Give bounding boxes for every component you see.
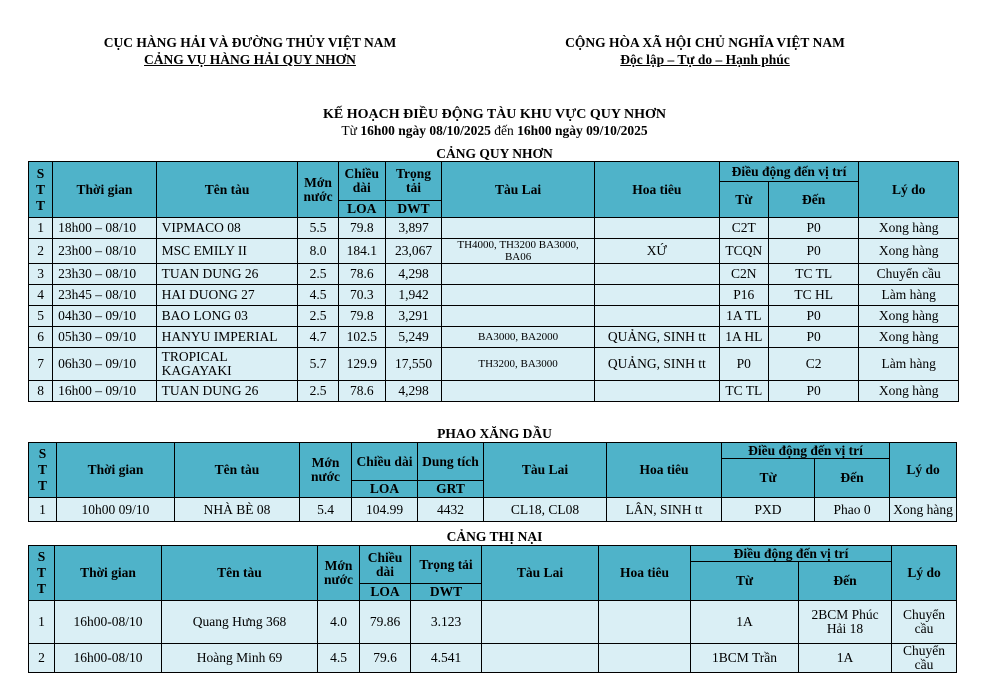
cell-draft: 5.4 (300, 498, 352, 522)
cell-draft: 5.7 (298, 348, 338, 381)
table-row (29, 218, 959, 239)
subtitle-from: Từ (341, 123, 361, 138)
cell-dwt: 4,298 (385, 381, 441, 402)
col-pilot: Hoa tiêu (599, 546, 691, 601)
table-row (29, 644, 957, 673)
cell-pilot (594, 285, 719, 306)
cell-from: P0 (719, 348, 768, 381)
cell-to: P0 (768, 239, 859, 264)
national-header (515, 34, 895, 68)
col-stt: S T T (29, 546, 55, 601)
cell-dwt: 4,298 (385, 264, 441, 285)
col-length: Chiều dài (352, 443, 418, 481)
col-grt: GRT (418, 481, 484, 498)
cell-ship: VIPMACO 08 (156, 218, 298, 239)
cell-stt: 4 (29, 285, 53, 306)
cell-draft: 5.5 (298, 218, 338, 239)
col-pilot: Hoa tiêu (607, 443, 722, 498)
cell-draft: 8.0 (298, 239, 338, 264)
cell-tug: TH4000, TH3200 BA3000, BA06 (442, 239, 595, 264)
table-quy-nhon-body (29, 218, 959, 402)
cell-loa: 78.6 (338, 264, 385, 285)
cell-tug (442, 381, 595, 402)
issuer-name: CỤC HÀNG HẢI VÀ ĐƯỜNG THỦY VIỆT NAM (103, 35, 397, 50)
col-loa: LOA (360, 584, 411, 601)
cell-time: 06h30 – 09/10 (53, 348, 157, 381)
cell-tug: CL18, CL08 (484, 498, 607, 522)
cell-draft: 2.5 (298, 264, 338, 285)
cell-dwt: 3,291 (385, 306, 441, 327)
cell-stt: 8 (29, 381, 53, 402)
national-motto: Độc lập – Tự do – Hạnh phúc (620, 52, 790, 67)
col-move: Điều động đến vị trí (722, 443, 890, 459)
cell-pilot (599, 644, 691, 673)
table-phao-body (29, 498, 957, 522)
cell-reason: Xong hàng (859, 381, 959, 402)
cell-time: 23h30 – 08/10 (53, 264, 157, 285)
cell-ship: Quang Hưng 368 (162, 601, 318, 644)
cell-time: 18h00 – 08/10 (53, 218, 157, 239)
col-dwt: DWT (385, 201, 441, 218)
cell-loa: 104.99 (352, 498, 418, 522)
col-from: Từ (722, 459, 815, 498)
col-draft: Mớn nước (298, 162, 338, 218)
cell-time: 23h00 – 08/10 (53, 239, 157, 264)
cell-pilot: XỨ (594, 239, 719, 264)
table-row (29, 306, 959, 327)
cell-time: 10h00 09/10 (57, 498, 175, 522)
section-title-phao: PHAO XĂNG DẦU (437, 426, 552, 441)
cell-ship: Hoàng Minh 69 (162, 644, 318, 673)
cell-pilot (594, 306, 719, 327)
col-draft: Mớn nước (300, 443, 352, 498)
cell-reason: Chuyển cầu (892, 644, 957, 673)
cell-loa: 70.3 (338, 285, 385, 306)
cell-reason: Làm hàng (859, 348, 959, 381)
table-quy-nhon (28, 161, 959, 402)
cell-tug: TH3200, BA3000 (442, 348, 595, 381)
table-row (29, 348, 959, 381)
cell-to: P0 (768, 327, 859, 348)
issuer-header (60, 34, 440, 68)
cell-draft: 4.7 (298, 327, 338, 348)
cell-from: C2T (719, 218, 768, 239)
col-reason: Lý do (890, 443, 957, 498)
col-from: Từ (691, 562, 799, 601)
cell-reason: Chuyển cầu (859, 264, 959, 285)
cell-draft: 4.0 (318, 601, 360, 644)
col-tug: Tàu Lai (442, 162, 595, 218)
table-thi-nai (28, 545, 957, 673)
col-from: Từ (719, 182, 768, 218)
cell-dwt: 4.541 (411, 644, 482, 673)
col-tug: Tàu Lai (482, 546, 599, 601)
cell-reason: Xong hàng (890, 498, 957, 522)
cell-from: TC TL (719, 381, 768, 402)
cell-pilot: QUẢNG, SINH tt (594, 348, 719, 381)
cell-time: 05h30 – 09/10 (53, 327, 157, 348)
cell-from: C2N (719, 264, 768, 285)
col-reason: Lý do (892, 546, 957, 601)
table-row (29, 239, 959, 264)
cell-ship: HAI DUONG 27 (156, 285, 298, 306)
cell-grt: 4432 (418, 498, 484, 522)
cell-ship: TUAN DUNG 26 (156, 264, 298, 285)
cell-stt: 2 (29, 239, 53, 264)
table-row (29, 285, 959, 306)
cell-to: P0 (768, 218, 859, 239)
cell-draft: 4.5 (318, 644, 360, 673)
cell-pilot: LÂN, SINH tt (607, 498, 722, 522)
cell-from: 1BCM Trần (691, 644, 799, 673)
cell-tug (482, 644, 599, 673)
cell-loa: 79.6 (360, 644, 411, 673)
cell-time: 16h00 – 09/10 (53, 381, 157, 402)
table-row (29, 601, 957, 644)
col-to: Đến (815, 459, 890, 498)
col-ship: Tên tàu (162, 546, 318, 601)
col-to: Đến (768, 182, 859, 218)
document-title: KẾ HOẠCH ĐIỀU ĐỘNG TÀU KHU VỰC QUY NHƠN (322, 107, 667, 122)
cell-dwt: 23,067 (385, 239, 441, 264)
cell-pilot (594, 218, 719, 239)
cell-draft: 2.5 (298, 306, 338, 327)
table-row (29, 381, 959, 402)
cell-stt: 6 (29, 327, 53, 348)
cell-tug (442, 218, 595, 239)
cell-ship: NHÀ BÈ 08 (175, 498, 300, 522)
cell-dwt: 17,550 (385, 348, 441, 381)
subtitle-end: 16h00 ngày 09/10/2025 (517, 123, 648, 138)
document-subtitle (0, 123, 989, 139)
cell-stt: 1 (29, 218, 53, 239)
cell-to: C2 (768, 348, 859, 381)
cell-to: Phao 0 (815, 498, 890, 522)
col-to: Đến (799, 562, 892, 601)
col-length: Chiều dài (338, 162, 385, 201)
cell-reason: Xong hàng (859, 306, 959, 327)
cell-time: 04h30 – 09/10 (53, 306, 157, 327)
cell-dwt: 1,942 (385, 285, 441, 306)
cell-loa: 79.86 (360, 601, 411, 644)
cell-from: P16 (719, 285, 768, 306)
cell-ship: BAO LONG 03 (156, 306, 298, 327)
col-ship: Tên tàu (175, 443, 300, 498)
col-dwt: DWT (411, 584, 482, 601)
cell-stt: 1 (29, 498, 57, 522)
cell-reason: Chuyển cầu (892, 601, 957, 644)
cell-reason: Xong hàng (859, 239, 959, 264)
cell-from: 1A TL (719, 306, 768, 327)
cell-from: PXD (722, 498, 815, 522)
cell-draft: 2.5 (298, 381, 338, 402)
col-stt: S T T (29, 443, 57, 498)
col-loa: LOA (338, 201, 385, 218)
col-ship: Tên tàu (156, 162, 298, 218)
col-tug: Tàu Lai (484, 443, 607, 498)
cell-stt: 7 (29, 348, 53, 381)
cell-time: 23h45 – 08/10 (53, 285, 157, 306)
cell-reason: Làm hàng (859, 285, 959, 306)
cell-to: TC HL (768, 285, 859, 306)
cell-ship: TROPICAL KAGAYAKI (156, 348, 298, 381)
section-title-quy-nhon: CẢNG QUY NHƠN (436, 146, 553, 161)
issuer-unit: CẢNG VỤ HÀNG HẢI QUY NHƠN (144, 52, 356, 67)
cell-from: 1A (691, 601, 799, 644)
col-stt: S T T (29, 162, 53, 218)
cell-dwt: 5,249 (385, 327, 441, 348)
cell-stt: 5 (29, 306, 53, 327)
cell-pilot: QUẢNG, SINH tt (594, 327, 719, 348)
cell-ship: TUAN DUNG 26 (156, 381, 298, 402)
col-time: Thời gian (55, 546, 162, 601)
table-row (29, 327, 959, 348)
cell-loa: 102.5 (338, 327, 385, 348)
col-length: Chiều dài (360, 546, 411, 584)
cell-to: P0 (768, 381, 859, 402)
cell-pilot (599, 601, 691, 644)
cell-reason: Xong hàng (859, 327, 959, 348)
cell-ship: HANYU IMPERIAL (156, 327, 298, 348)
cell-time: 16h00-08/10 (55, 644, 162, 673)
col-draft: Mớn nước (318, 546, 360, 601)
col-gt-head: Dung tích (418, 443, 484, 481)
col-dwt-head: Trọng tải (411, 546, 482, 584)
cell-loa: 78.6 (338, 381, 385, 402)
cell-stt: 3 (29, 264, 53, 285)
cell-tug (482, 601, 599, 644)
cell-dwt: 3.123 (411, 601, 482, 644)
cell-pilot (594, 381, 719, 402)
cell-to: 2BCM Phúc Hải 18 (799, 601, 892, 644)
col-dwt-head: Trọng tải (385, 162, 441, 201)
cell-from: 1A HL (719, 327, 768, 348)
cell-stt: 1 (29, 601, 55, 644)
col-reason: Lý do (859, 162, 959, 218)
subtitle-to: đến (490, 123, 518, 138)
cell-to: P0 (768, 306, 859, 327)
section-title-thi-nai: CẢNG THỊ NẠI (446, 529, 543, 544)
cell-to: 1A (799, 644, 892, 673)
cell-pilot (594, 264, 719, 285)
cell-loa: 129.9 (338, 348, 385, 381)
col-pilot: Hoa tiêu (594, 162, 719, 218)
col-move: Điều động đến vị trí (691, 546, 892, 562)
cell-loa: 184.1 (338, 239, 385, 264)
col-time: Thời gian (53, 162, 157, 218)
table-thi-nai-body (29, 601, 957, 673)
cell-tug (442, 306, 595, 327)
col-loa: LOA (352, 481, 418, 498)
cell-from: TCQN (719, 239, 768, 264)
cell-draft: 4.5 (298, 285, 338, 306)
cell-stt: 2 (29, 644, 55, 673)
cell-time: 16h00-08/10 (55, 601, 162, 644)
table-phao (28, 442, 957, 522)
national-title: CỘNG HÒA XÃ HỘI CHỦ NGHĨA VIỆT NAM (565, 35, 845, 50)
cell-tug (442, 264, 595, 285)
cell-loa: 79.8 (338, 306, 385, 327)
subtitle-start: 16h00 ngày 08/10/2025 (360, 123, 491, 138)
cell-dwt: 3,897 (385, 218, 441, 239)
cell-loa: 79.8 (338, 218, 385, 239)
col-move: Điều động đến vị trí (719, 162, 859, 182)
table-row (29, 498, 957, 522)
col-time: Thời gian (57, 443, 175, 498)
cell-reason: Xong hàng (859, 218, 959, 239)
cell-ship: MSC EMILY II (156, 239, 298, 264)
cell-tug: BA3000, BA2000 (442, 327, 595, 348)
table-row (29, 264, 959, 285)
cell-to: TC TL (768, 264, 859, 285)
cell-tug (442, 285, 595, 306)
